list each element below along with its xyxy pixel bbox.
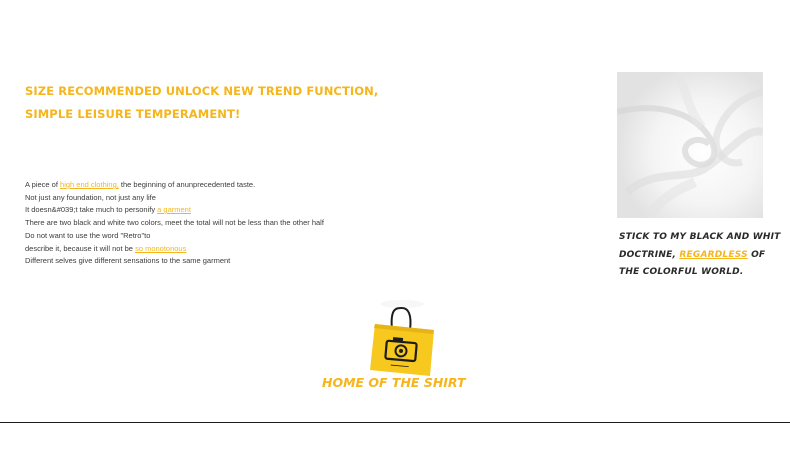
link-a-garment[interactable]: a garment — [157, 205, 191, 214]
side-line-3: THE COLORFUL WORLD. — [619, 267, 744, 277]
copy-line-2: Not just any foundation, not just any life — [25, 192, 156, 202]
copy-line-7: Different selves give different sensations to the same garment — [25, 256, 231, 265]
home-of-the-shirt-title: HOME OF THE SHIRT — [322, 375, 466, 390]
link-so-monotonous[interactable]: so monotonous — [135, 243, 187, 253]
copy-line-5: Do not want to use the word "Retro"to — [25, 231, 151, 240]
copy-line-6-start: describe it, because it will not be — [25, 243, 136, 253]
side-line-2-end: OF — [747, 249, 766, 260]
side-slogan — [619, 229, 780, 282]
headline — [25, 80, 378, 126]
link-high-end-clothing[interactable]: high end clothing, — [60, 180, 119, 189]
copy-line-1-start: A piece of — [25, 180, 61, 189]
copy-line-3-start: It doesn&#039;t take much to personify — [25, 205, 158, 214]
headline-line-1: SIZE RECOMMENDED UNLOCK NEW TREND FUNCTION, — [25, 84, 379, 98]
white-fabric-image — [617, 72, 763, 218]
copy-line-6 — [25, 243, 324, 256]
copy-line-3 — [25, 204, 324, 217]
headline-line-2: SIMPLE LEISURE TEMPERAMENT! — [25, 107, 241, 121]
description-text — [25, 179, 324, 268]
link-regardless[interactable]: REGARDLESS — [679, 249, 748, 260]
side-line-1: STICK TO MY BLACK AND WHIT — [619, 232, 781, 242]
side-line-2 — [619, 247, 780, 265]
copy-line-4: There are two black and white two colors, meet the total will not be less than the other half — [25, 217, 324, 227]
copy-line-1-end: the beginning of anunprecedented taste. — [118, 180, 256, 189]
copy-line-1 — [25, 179, 324, 192]
fabric-swirl-graphic — [617, 72, 763, 218]
divider-line — [0, 422, 790, 423]
side-line-2-start: DOCTRINE, — [619, 249, 680, 260]
tote-bag-camera-icon — [362, 296, 442, 380]
